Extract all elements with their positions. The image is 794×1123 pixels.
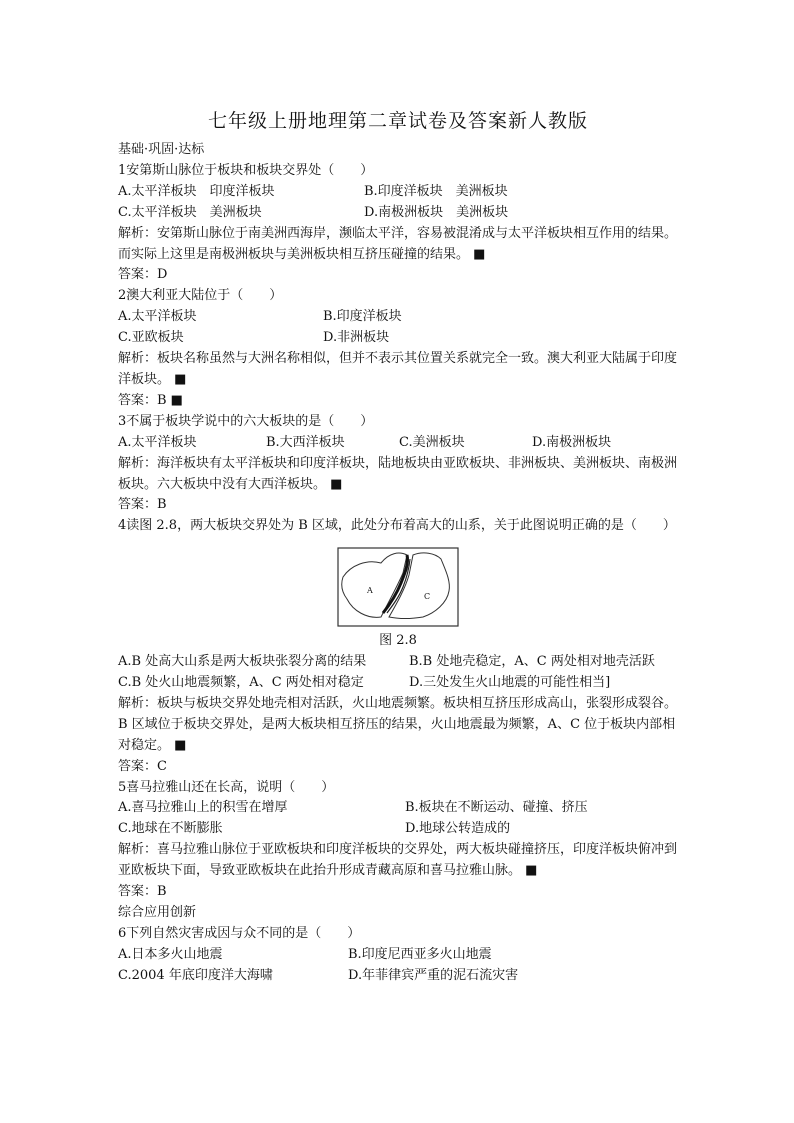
question-2-stem: 2澳大利亚大陆位于（ ） (118, 288, 283, 304)
question-3-analysis: 解析：海洋板块有太平洋板块和印度洋板块，陆地板块由亚欧板块、非洲板块、美洲板块、南极洲板块。六大板块中没有大西洋板块。 ■ (118, 455, 678, 492)
question-4-answer: 答案：C (118, 758, 167, 774)
question-1-answer: 答案：D (118, 267, 168, 283)
option-b: B.印度尼西亚多火山地震 (348, 946, 492, 962)
plate-boundary-map (337, 547, 459, 627)
question-3-options (118, 433, 678, 454)
question-3-stem: 3不属于板块学说中的六大板块的是（ ） (118, 413, 374, 429)
figure-caption: 图 2.8 (379, 633, 417, 649)
option-b: B.印度洋板块 (323, 309, 402, 325)
option-c: C.太平洋板块 美洲板块 (118, 204, 262, 220)
question-2-answer: 答案：B ■ (118, 392, 183, 408)
question-1-options-row2 (118, 203, 678, 224)
option-b: B.大西洋板块 (266, 434, 345, 450)
option-a: A.B 处高大山系是两大板块张裂分离的结果 (118, 654, 367, 670)
section-heading: 基础·巩固·达标 (118, 142, 205, 157)
question-2-options-row1 (118, 307, 678, 328)
question-2-options-row2 (118, 328, 678, 349)
question-1-options-row1 (118, 182, 678, 203)
question-1-stem: 1安第斯山脉位于板块和板块交界处（ ） (118, 162, 374, 178)
option-a: A.喜马拉雅山上的积雪在增厚 (118, 800, 288, 816)
option-b: B.印度洋板块 美洲板块 (364, 183, 508, 199)
option-c: C.亚欧板块 (118, 330, 184, 346)
option-b: B.B 处地壳稳定，A、C 两处相对地壳活跃 (409, 654, 655, 670)
question-5-options-row2 (118, 819, 678, 840)
question-4-stem: 4读图 2.8，两大板块交界处为 B 区域，此处分布着高大的山系，关于此图说明正确的是（ ） (118, 518, 676, 534)
option-c: C.B 处火山地震频繁，A、C 两处相对稳定 (118, 675, 364, 691)
question-5-analysis: 解析：喜马拉雅山脉位于亚欧板块和印度洋板块的交界处，两大板块碰撞挤压，印度洋板块俯冲到亚欧板块下面，导致亚欧板块在此抬升形成青藏高原和喜马拉雅山脉。 ■ (118, 842, 678, 879)
question-6-options-row2 (118, 966, 678, 987)
option-d: D.非洲板块 (323, 330, 390, 346)
option-c: C.美洲板块 (399, 434, 465, 450)
section-heading: 综合应用创新 (118, 905, 197, 920)
option-d: D.地球公转造成的 (405, 821, 511, 837)
option-a: A.太平洋板块 (118, 434, 197, 450)
label-c: C (424, 592, 431, 602)
option-d: D.南极洲板块 美洲板块 (364, 204, 509, 220)
label-a: A (367, 586, 373, 596)
option-d: D.年菲律宾严重的泥石流灾害 (348, 967, 519, 983)
option-d: D.三处发生火山地震的可能性相当] (409, 675, 611, 691)
question-4-options-row1 (118, 652, 678, 673)
document-body (118, 140, 678, 987)
option-c: C.2004 年底印度洋大海啸 (118, 967, 273, 983)
question-5-options-row1 (118, 798, 678, 819)
option-a: A.日本多火山地震 (118, 946, 223, 962)
option-d: D.南极洲板块 (532, 434, 612, 450)
question-6-options-row1 (118, 945, 678, 966)
option-a: A.太平洋板块 印度洋板块 (118, 183, 275, 199)
question-4-analysis: 解析：板块与板块交界处地壳相对活跃，火山地震频繁。板块相互挤压形成高山，张裂形成裂谷。B 区域位于板块交界处，是两大板块相互挤压的结果，火山地震最为频繁，A、C 位于板块内部相对稳定。 ■ (118, 695, 678, 753)
question-2-analysis: 解析：板块名称虽然与大洲名称相似，但并不表示其位置关系就完全一致。澳大利亚大陆属于印度洋板块。 ■ (118, 351, 678, 387)
option-b: B.板块在不断运动、碰撞、挤压 (405, 800, 588, 816)
question-6-stem: 6下列自然灾害成因与众不同的是（ ） (118, 925, 361, 941)
option-c: C.地球在不断膨胀 (118, 821, 223, 837)
question-1-analysis: 解析：安第斯山脉位于南美洲西海岸，濒临太平洋，容易被混淆成与太平洋板块相互作用的结果。而实际上这里是南极洲板块与美洲板块相互挤压碰撞的结果。 ■ (118, 225, 678, 262)
question-5-answer: 答案：B (118, 884, 167, 900)
figure-2-8 (118, 547, 678, 627)
question-5-stem: 5喜马拉雅山还在长高，说明（ ） (118, 779, 335, 795)
document-title: 七年级上册地理第二章试卷及答案新人教版 (207, 110, 588, 132)
question-4-options-row2 (118, 673, 678, 694)
option-a: A.太平洋板块 (118, 309, 197, 325)
question-3-answer: 答案：B (118, 497, 167, 513)
